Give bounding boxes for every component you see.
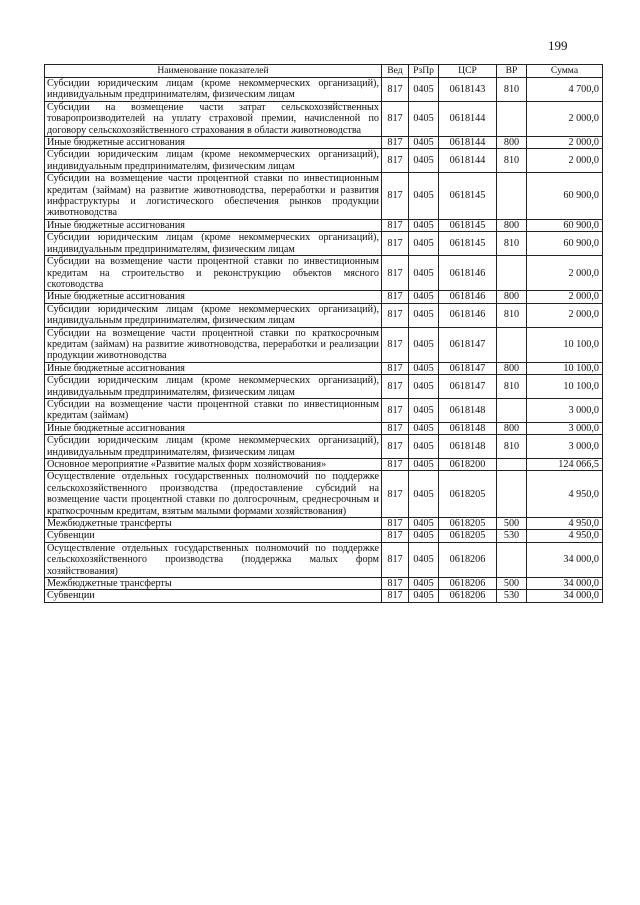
cell-csr: 0618148	[439, 422, 497, 434]
cell-csr: 0618147	[439, 327, 497, 362]
cell-sum: 2 000,0	[527, 101, 603, 136]
table-row	[45, 422, 603, 434]
cell-name: Иные бюджетные ассигнования	[45, 137, 382, 149]
cell-rzpr: 0405	[409, 471, 439, 518]
table-row	[45, 578, 603, 590]
cell-vr: 810	[497, 375, 527, 399]
table-row	[45, 518, 603, 530]
cell-vr	[497, 256, 527, 291]
cell-rzpr: 0405	[409, 459, 439, 471]
cell-csr: 0618205	[439, 530, 497, 542]
cell-vr: 800	[497, 291, 527, 303]
cell-vr	[497, 327, 527, 362]
table-row	[45, 291, 603, 303]
cell-name: Осуществление отдельных государственных полномочий по поддержке сельскохозяйственного производства (поддержка малых форм хозяйствования)	[45, 542, 382, 577]
cell-csr: 0618147	[439, 362, 497, 374]
cell-csr: 0618145	[439, 219, 497, 231]
header-sum: Сумма	[527, 65, 603, 78]
cell-vr: 800	[497, 219, 527, 231]
header-rzpr: РзПр	[409, 65, 439, 78]
cell-name: Субвенции	[45, 530, 382, 542]
cell-csr: 0618206	[439, 590, 497, 602]
cell-vr	[497, 471, 527, 518]
cell-rzpr: 0405	[409, 590, 439, 602]
cell-csr: 0618146	[439, 291, 497, 303]
cell-csr: 0618146	[439, 256, 497, 291]
cell-rzpr: 0405	[409, 327, 439, 362]
cell-name: Межбюджетные трансферты	[45, 578, 382, 590]
cell-sum: 3 000,0	[527, 398, 603, 422]
header-name: Наименование показателей	[45, 65, 382, 78]
cell-ved: 817	[382, 173, 409, 220]
cell-vr: 810	[497, 232, 527, 256]
cell-rzpr: 0405	[409, 422, 439, 434]
cell-csr: 0618147	[439, 375, 497, 399]
cell-rzpr: 0405	[409, 137, 439, 149]
cell-csr: 0618143	[439, 78, 497, 102]
cell-rzpr: 0405	[409, 149, 439, 173]
cell-vr	[497, 542, 527, 577]
cell-sum: 2 000,0	[527, 149, 603, 173]
cell-vr: 530	[497, 590, 527, 602]
cell-vr: 500	[497, 518, 527, 530]
cell-rzpr: 0405	[409, 578, 439, 590]
cell-ved: 817	[382, 232, 409, 256]
table-row	[45, 362, 603, 374]
cell-csr: 0618144	[439, 149, 497, 173]
cell-csr: 0618145	[439, 232, 497, 256]
page-number: 199	[548, 38, 568, 53]
cell-ved: 817	[382, 398, 409, 422]
cell-csr: 0618206	[439, 578, 497, 590]
cell-ved: 817	[382, 291, 409, 303]
table-row	[45, 78, 603, 102]
cell-rzpr: 0405	[409, 435, 439, 459]
cell-name: Субсидии на возмещение части процентной ставки по краткосрочным кредитам (займам) на развитие животноводства, переработки и реализации продукции животноводства	[45, 327, 382, 362]
cell-rzpr: 0405	[409, 362, 439, 374]
cell-name: Иные бюджетные ассигнования	[45, 219, 382, 231]
cell-name: Межбюджетные трансферты	[45, 518, 382, 530]
table-row	[45, 149, 603, 173]
cell-vr: 500	[497, 578, 527, 590]
cell-name: Иные бюджетные ассигнования	[45, 422, 382, 434]
cell-csr: 0618200	[439, 459, 497, 471]
cell-name: Субсидии юридическим лицам (кроме некоммерческих организаций), индивидуальным предпринимателям, физическим лицам	[45, 303, 382, 327]
table-row	[45, 137, 603, 149]
table-row	[45, 173, 603, 220]
cell-ved: 817	[382, 578, 409, 590]
cell-ved: 817	[382, 149, 409, 173]
cell-name: Субсидии на возмещение части процентной ставки по инвестиционным кредитам (займам) на развитие животноводства, переработки и развития инфраструктуры и логистического обеспечения рынков продукции животноводства	[45, 173, 382, 220]
cell-sum: 3 000,0	[527, 422, 603, 434]
cell-name: Субсидии юридическим лицам (кроме некоммерческих организаций), индивидуальным предпринимателям, физическим лицам	[45, 78, 382, 102]
cell-name: Субсидии юридическим лицам (кроме некоммерческих организаций), индивидуальным предпринимателям, физическим лицам	[45, 232, 382, 256]
cell-sum: 3 000,0	[527, 435, 603, 459]
cell-vr: 810	[497, 303, 527, 327]
cell-rzpr: 0405	[409, 303, 439, 327]
cell-sum: 2 000,0	[527, 303, 603, 327]
cell-sum: 10 100,0	[527, 375, 603, 399]
cell-ved: 817	[382, 303, 409, 327]
cell-sum: 60 900,0	[527, 219, 603, 231]
cell-rzpr: 0405	[409, 530, 439, 542]
cell-vr	[497, 173, 527, 220]
cell-sum: 2 000,0	[527, 256, 603, 291]
cell-ved: 817	[382, 219, 409, 231]
cell-vr: 800	[497, 362, 527, 374]
table-row	[45, 327, 603, 362]
cell-ved: 817	[382, 542, 409, 577]
table-row	[45, 435, 603, 459]
cell-rzpr: 0405	[409, 291, 439, 303]
cell-vr: 810	[497, 435, 527, 459]
table-row	[45, 471, 603, 518]
cell-rzpr: 0405	[409, 256, 439, 291]
table-row	[45, 219, 603, 231]
cell-name: Субсидии на возмещение части процентной ставки по инвестиционным кредитам на строительство и реконструкцию объектов мясного скотоводства	[45, 256, 382, 291]
cell-ved: 817	[382, 78, 409, 102]
cell-csr: 0618145	[439, 173, 497, 220]
table-body	[45, 78, 603, 603]
cell-ved: 817	[382, 375, 409, 399]
cell-csr: 0618148	[439, 435, 497, 459]
cell-vr	[497, 459, 527, 471]
header-vr: ВР	[497, 65, 527, 78]
cell-ved: 817	[382, 362, 409, 374]
cell-csr: 0618205	[439, 471, 497, 518]
cell-name: Субсидии юридическим лицам (кроме некоммерческих организаций), индивидуальным предпринимателям, физическим лицам	[45, 149, 382, 173]
cell-rzpr: 0405	[409, 101, 439, 136]
table-row	[45, 375, 603, 399]
cell-rzpr: 0405	[409, 219, 439, 231]
cell-rzpr: 0405	[409, 518, 439, 530]
cell-vr	[497, 398, 527, 422]
cell-sum: 4 950,0	[527, 471, 603, 518]
cell-sum: 2 000,0	[527, 137, 603, 149]
cell-ved: 817	[382, 327, 409, 362]
cell-ved: 817	[382, 435, 409, 459]
cell-sum: 34 000,0	[527, 542, 603, 577]
cell-csr: 0618144	[439, 101, 497, 136]
cell-sum: 10 100,0	[527, 362, 603, 374]
cell-sum: 4 950,0	[527, 530, 603, 542]
table-row	[45, 459, 603, 471]
cell-name: Субсидии юридическим лицам (кроме некоммерческих организаций), индивидуальным предпринимателям, физическим лицам	[45, 375, 382, 399]
budget-table	[44, 64, 603, 603]
cell-csr: 0618205	[439, 518, 497, 530]
cell-vr: 800	[497, 137, 527, 149]
cell-ved: 817	[382, 422, 409, 434]
cell-vr	[497, 101, 527, 136]
table-row	[45, 232, 603, 256]
cell-rzpr: 0405	[409, 398, 439, 422]
cell-csr: 0618148	[439, 398, 497, 422]
cell-ved: 817	[382, 471, 409, 518]
cell-vr: 530	[497, 530, 527, 542]
cell-ved: 817	[382, 590, 409, 602]
cell-name: Субсидии на возмещение части затрат сельскохозяйственных товаропроизводителей на уплату страховой премии, начисленной по договору сельскохозяйственного страхования в области животноводства	[45, 101, 382, 136]
header-ved: Вед	[382, 65, 409, 78]
cell-ved: 817	[382, 459, 409, 471]
table-row	[45, 530, 603, 542]
cell-name: Иные бюджетные ассигнования	[45, 291, 382, 303]
cell-sum: 4 700,0	[527, 78, 603, 102]
cell-rzpr: 0405	[409, 173, 439, 220]
table-row	[45, 303, 603, 327]
cell-name: Основное мероприятие «Развитие малых форм хозяйствования»	[45, 459, 382, 471]
cell-ved: 817	[382, 530, 409, 542]
cell-sum: 10 100,0	[527, 327, 603, 362]
cell-name: Субсидии юридическим лицам (кроме некоммерческих организаций), индивидуальным предпринимателям, физическим лицам	[45, 435, 382, 459]
table-row	[45, 256, 603, 291]
cell-ved: 817	[382, 101, 409, 136]
cell-rzpr: 0405	[409, 542, 439, 577]
cell-name: Субсидии на возмещение части процентной ставки по инвестиционным кредитам (займам)	[45, 398, 382, 422]
cell-csr: 0618206	[439, 542, 497, 577]
cell-sum: 34 000,0	[527, 590, 603, 602]
cell-csr: 0618144	[439, 137, 497, 149]
cell-ved: 817	[382, 256, 409, 291]
cell-name: Иные бюджетные ассигнования	[45, 362, 382, 374]
header-csr: ЦСР	[439, 65, 497, 78]
table-row	[45, 590, 603, 602]
cell-rzpr: 0405	[409, 78, 439, 102]
cell-sum: 4 950,0	[527, 518, 603, 530]
cell-ved: 817	[382, 137, 409, 149]
cell-sum: 2 000,0	[527, 291, 603, 303]
cell-sum: 60 900,0	[527, 232, 603, 256]
table-row	[45, 101, 603, 136]
table-header-row	[45, 65, 603, 78]
cell-vr: 800	[497, 422, 527, 434]
cell-sum: 124 066,5	[527, 459, 603, 471]
table-row	[45, 542, 603, 577]
cell-sum: 60 900,0	[527, 173, 603, 220]
cell-vr: 810	[497, 78, 527, 102]
cell-sum: 34 000,0	[527, 578, 603, 590]
table-row	[45, 398, 603, 422]
cell-csr: 0618146	[439, 303, 497, 327]
cell-name: Осуществление отдельных государственных полномочий по поддержке сельскохозяйственного производства (предоставление субсидий на возмещение части процентной ставки по долгосрочным, среднесрочным и краткосрочным кредитам, взятым малыми формами хозяйствования)	[45, 471, 382, 518]
cell-rzpr: 0405	[409, 375, 439, 399]
cell-rzpr: 0405	[409, 232, 439, 256]
cell-vr: 810	[497, 149, 527, 173]
cell-ved: 817	[382, 518, 409, 530]
cell-name: Субвенции	[45, 590, 382, 602]
